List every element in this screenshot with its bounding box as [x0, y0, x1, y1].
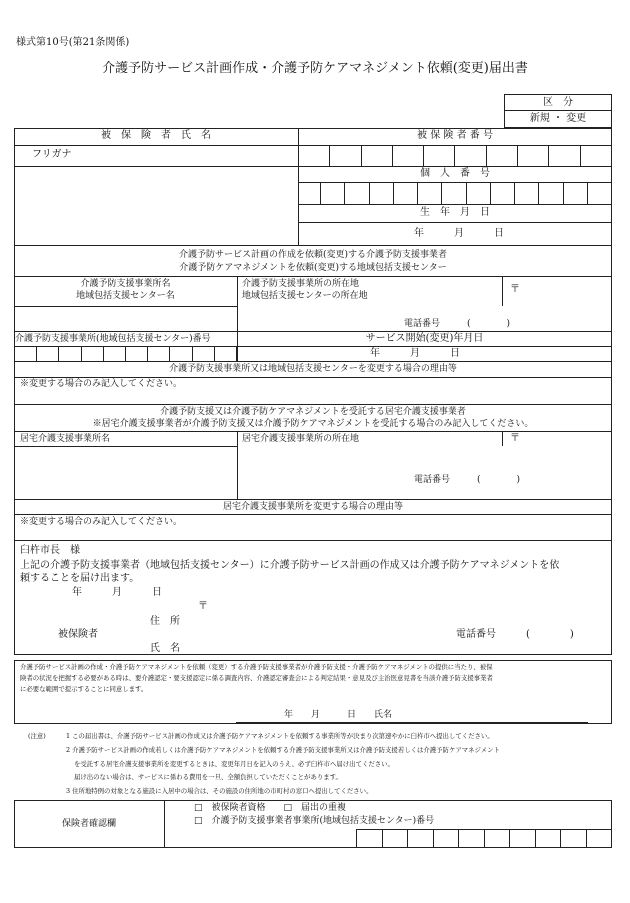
section1-reason-header: 介護予防支援事業所又は地域包括支援センターを変更する場合の理由等: [169, 364, 457, 374]
care-provider-address-label: 居宅介護支援事業所の所在地: [242, 434, 360, 444]
care-provider-postal-mark: 〒: [510, 433, 520, 444]
note-3: 3 住所地特例の対象となる施設に入居中の場合は、その施設の住所地の市町村の窓口へ提出してください。: [66, 787, 373, 795]
kubun-label: 区 分: [543, 97, 573, 108]
care-provider-name-label: 居宅介護支援事業所名: [20, 434, 111, 444]
note-1: 1 この届出書は、介護予防サービス計画の作成又は介護予防ケアマネジメントを依頼する事業所等が決まり次第速やかに臼杵市へ提出してください。: [66, 732, 494, 740]
care-provider-name-field[interactable]: [16, 449, 235, 497]
section1-title-1: 介護予防サービス計画の作成を依頼(変更)する介護予防支援事業者: [178, 250, 448, 260]
declaration-address-label: 住 所: [150, 616, 180, 627]
provider-name-label-1: 介護予防支援事業所名: [80, 279, 171, 289]
declaration-name-label: 氏 名: [150, 643, 180, 654]
declaration-phone[interactable]: 電話番号 ( ): [456, 629, 574, 640]
notes-label: (注意): [28, 732, 46, 740]
start-date-value[interactable]: 年 月 日: [370, 348, 460, 359]
care-provider-phone[interactable]: 電話番号 ( ): [414, 475, 521, 485]
declaration-name-field[interactable]: [196, 641, 426, 653]
kubun-value[interactable]: 新規 ・ 変更: [529, 113, 587, 124]
insured-name-field[interactable]: [20, 170, 292, 240]
form-number: 様式第10号(第21条関係): [16, 37, 130, 48]
provider-number-grid[interactable]: [14, 346, 237, 361]
section2-reason-header: 居宅介護支援事業所を変更する場合の理由等: [222, 502, 403, 512]
consent-line-2: 険者の状況を把握する必要がある時は、要介護認定・要支援認定に係る調査内容、介護認定審査会による判定結果・意見及び主治医意見書を当該介護予防支援事業者: [20, 674, 493, 682]
consent-line-1: 介護予防サービス計画の作成・介護予防ケアマネジメントを依頼（変更）する介護予防支援事業者が介護予防支援・介護予防ケアマネジメントの提供に当たり、被保: [20, 663, 493, 671]
section1-reason-field[interactable]: [18, 392, 608, 402]
page-title: 介護予防サービス計画作成・介護予防ケアマネジメント依頼(変更)届出書: [102, 61, 528, 76]
birthdate-value[interactable]: 年 月 日: [414, 228, 504, 239]
addressee: 臼杵市長 様: [20, 545, 80, 556]
section2-reason-note: ※変更する場合のみ記入してください。: [20, 517, 183, 527]
consent-date-name[interactable]: 年 月 日 氏名: [284, 710, 393, 720]
provider-address-label-2: 地域包括支援センターの所在地: [242, 291, 368, 301]
furigana-label: フリガナ: [32, 149, 72, 160]
note-2c: 届け出のない場合は、サービスに係わる費用を一旦、全額負担していただくことがあります。: [74, 773, 342, 781]
declaration-text-2: 頼することを届け出ます。: [20, 573, 140, 584]
note-2b: を受託する居宅介護支援事業所を変更するときは、変更年月日を記入のうえ、必ず臼杵市へ届け出てください。: [74, 760, 394, 768]
provider-postal-mark: 〒: [510, 284, 520, 295]
insured-number-grid[interactable]: [298, 145, 612, 166]
declaration-postal-mark: 〒: [198, 601, 208, 612]
consent-line-3: に必要な範囲で提示することに同意します。: [20, 685, 148, 693]
section2-reason-field[interactable]: [18, 530, 608, 538]
section2-title-2: ※居宅介護支援事業者が介護予防支援又は介護予防ケアマネジメントを受託する場合のみ記入してください。: [92, 419, 534, 429]
section2-title-1: 介護予防支援又は介護予防ケアマネジメントを受託する居宅介護支援事業者: [160, 407, 466, 417]
provider-phone[interactable]: 電話番号 ( ): [404, 319, 511, 329]
insured-number-header: 被 保 険 者 番 号: [417, 130, 493, 141]
birthdate-label: 生 年 月 日: [420, 207, 490, 218]
insured-name-header: 被 保 険 者 氏 名: [101, 130, 211, 141]
note-2a: 2 介護予防サービス計画の作成若しくは介護予防ケアマネジメントを依頼する介護予防支援事業所又は介護予防支援若しくは介護予防ケアマネジメント: [66, 746, 500, 754]
provider-number-label: 介護予防支援事業所(地域包括支援センター)番号: [15, 334, 211, 344]
insurer-check-number-grid[interactable]: [356, 829, 612, 848]
section1-title-2: 介護予防ケアマネジメントを依頼(変更)する地域包括支援センター: [179, 263, 447, 273]
care-provider-address-field[interactable]: [240, 449, 608, 473]
declaration-insured-label: 被保険者: [58, 629, 98, 640]
section1-reason-note: ※変更する場合のみ記入してください。: [20, 379, 183, 389]
declaration-text-1: 上記の介護予防支援事業者（地域包括支援センター）に介護予防サービス計画の作成又は介護予防ケアマネジメントを依: [20, 560, 560, 571]
insurer-check-option-1[interactable]: □ 被保険者資格 □ 届出の重複: [194, 803, 347, 813]
provider-name-label-2: 地域包括支援センター名: [76, 291, 175, 301]
insurer-check-option-2[interactable]: □ 介護予防支援事業者事業所(地域包括支援センター)番号: [194, 816, 435, 826]
declaration-date[interactable]: 年 月 日: [72, 587, 162, 598]
personal-number-grid[interactable]: [320, 182, 612, 204]
declaration-address-field[interactable]: [196, 614, 426, 628]
provider-name-field[interactable]: [16, 308, 235, 330]
insurer-check-label: 保険者確認欄: [61, 819, 116, 829]
provider-address-label-1: 介護予防支援事業所の所在地: [242, 279, 360, 289]
personal-number-label: 個 人 番 号: [420, 168, 490, 179]
start-date-label: サービス開始(変更)年月日: [365, 333, 484, 344]
